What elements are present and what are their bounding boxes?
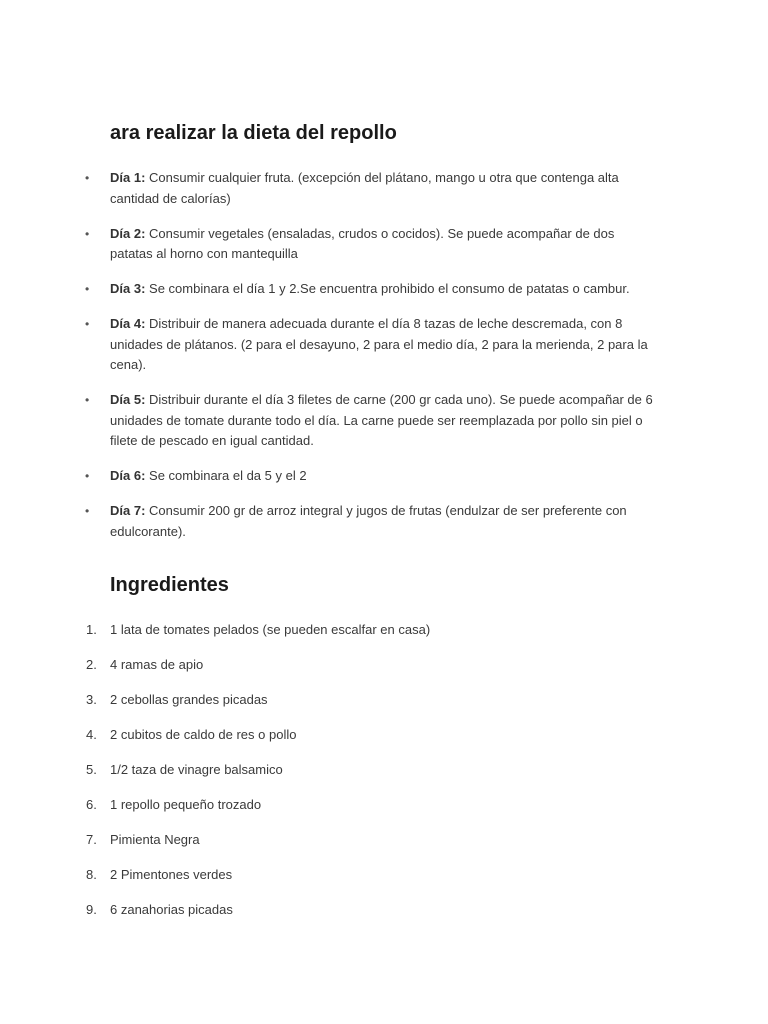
list-item — [0, 655, 768, 676]
item-number: 6. — [86, 797, 97, 812]
list-item — [0, 900, 768, 921]
list-item — [0, 390, 768, 452]
item-number: 9. — [86, 902, 97, 917]
ingredient-text: 1/2 taza de vinagre balsamico — [110, 762, 283, 777]
list-item — [0, 795, 768, 816]
day-label: Día 6: — [110, 468, 146, 483]
ingredient-text: 4 ramas de apio — [110, 657, 204, 672]
item-number: 8. — [86, 867, 97, 882]
list-item — [0, 314, 768, 376]
list-item — [0, 760, 768, 781]
ingredients-title: Ingredientes — [110, 574, 229, 596]
list-item — [0, 224, 768, 265]
ingredient-text: 2 Pimentones verdes — [110, 867, 233, 882]
list-item — [0, 620, 768, 641]
item-number: 2. — [86, 657, 97, 672]
bullet-icon: • — [85, 171, 90, 185]
ingredient-text: 6 zanahorias picadas — [110, 902, 233, 917]
ingredient-text: 1 lata de tomates pelados (se pueden escalfar en casa) — [110, 622, 431, 637]
ingredient-text: 2 cubitos de caldo de res o pollo — [110, 727, 297, 742]
item-number: 1. — [86, 622, 97, 637]
diet-section-title: ara realizar la dieta del repollo — [110, 122, 397, 144]
list-item — [0, 279, 768, 300]
ingredient-text: 1 repollo pequeño trozado — [110, 797, 262, 812]
list-item — [0, 466, 768, 487]
bullet-icon: • — [85, 317, 90, 331]
ingredient-list — [0, 620, 768, 935]
list-item — [0, 830, 768, 851]
day-text: Consumir 200 gr de arroz integral y jugos de frutas (endulzar de ser preferente con edulcorante). — [110, 503, 627, 539]
day-text: Consumir cualquier fruta. (excepción del plátano, mango u otra que contenga alta cantidad de calorías) — [110, 170, 619, 206]
bullet-icon: • — [85, 393, 90, 407]
day-text: Distribuir de manera adecuada durante el día 8 tazas de leche descremada, con 8 unidades de plátanos. (2 para el desayuno, 2 para el medio día, 2 para la merienda, 2 para la cena). — [110, 316, 648, 372]
diet-day-list — [0, 168, 768, 557]
item-number: 3. — [86, 692, 97, 707]
day-text: Consumir vegetales (ensaladas, crudos o cocidos). Se puede acompañar de dos patatas al horno con mantequilla — [110, 225, 615, 261]
day-text: Se combinara el da 5 y el 2 — [145, 468, 307, 483]
day-label: Día 2: — [110, 225, 146, 241]
list-item — [0, 501, 768, 542]
day-label: Día 5: — [110, 392, 146, 407]
bullet-icon: • — [85, 504, 90, 518]
list-item — [0, 168, 768, 209]
item-number: 4. — [86, 727, 97, 742]
list-item — [0, 690, 768, 711]
day-label: Día 7: — [110, 503, 146, 518]
day-label: Día 4: — [110, 316, 146, 331]
list-item — [0, 725, 768, 746]
day-text: Distribuir durante el día 3 filetes de carne (200 gr cada uno). Se puede acompañar de 6 unidades de tomate durante todo el día. La carne puede ser reemplazada por pollo sin piel o filete de pescado en igual cantidad. — [110, 392, 653, 448]
day-label: Día 3: — [110, 281, 146, 296]
ingredient-text: Pimienta Negra — [110, 832, 200, 847]
ingredient-text: 2 cebollas grandes picadas — [110, 692, 268, 707]
bullet-icon: • — [85, 226, 90, 241]
day-label: Día 1: — [110, 170, 146, 185]
list-item — [0, 865, 768, 886]
item-number: 5. — [86, 762, 97, 777]
bullet-icon: • — [85, 282, 90, 296]
day-text: Se combinara el día 1 y 2.Se encuentra prohibido el consumo de patatas o cambur. — [145, 281, 630, 296]
item-number: 7. — [86, 832, 97, 847]
bullet-icon: • — [85, 469, 90, 483]
